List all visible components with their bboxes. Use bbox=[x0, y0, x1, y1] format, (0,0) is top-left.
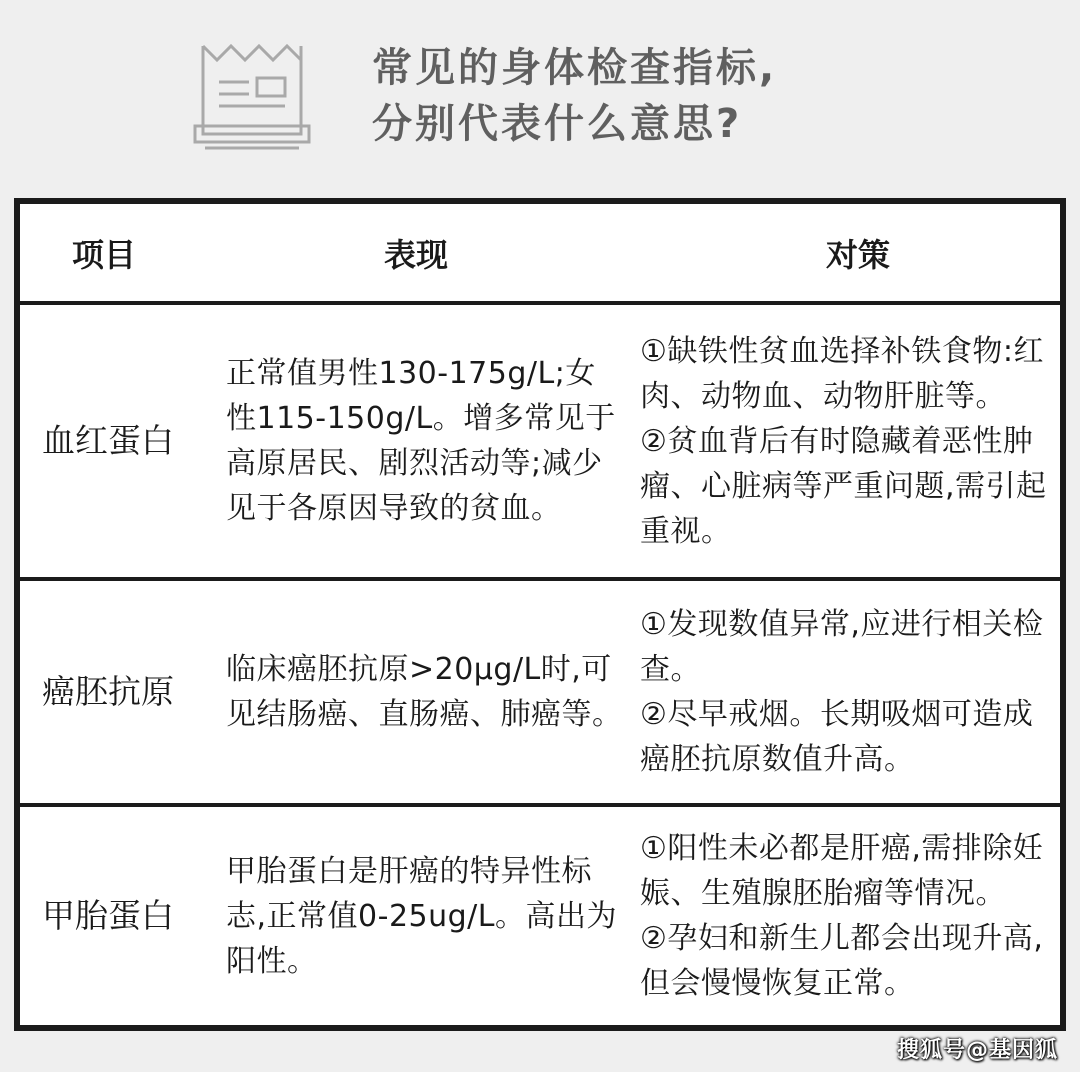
countermeasure-2: ②尽早戒烟。长期吸烟可造成癌胚抗原数值升高。 bbox=[640, 697, 1034, 777]
row-performance-text: 正常值男性130-175g/L;女性115-150g/L。增多常见于高原居民、剧烈活动等;减少见于各原因导致的贫血。 bbox=[226, 356, 616, 526]
table-row bbox=[20, 305, 1060, 581]
row-item-label: 甲胎蛋白 bbox=[42, 896, 174, 935]
table-row bbox=[20, 581, 1060, 807]
row-item-label: 癌胚抗原 bbox=[42, 672, 174, 711]
page-title bbox=[372, 40, 777, 152]
countermeasure-1: ①阳性未必都是肝癌,需排除妊娠、生殖腺胚胎瘤等情况。 bbox=[640, 831, 1044, 911]
row-performance-cell bbox=[216, 581, 630, 803]
row-item-cell bbox=[20, 581, 216, 803]
receipt-icon bbox=[193, 42, 311, 154]
row-countermeasure-cell bbox=[630, 807, 1060, 1025]
row-countermeasure-cell bbox=[630, 305, 1060, 577]
table-header-row bbox=[20, 204, 1060, 305]
row-performance-cell bbox=[216, 305, 630, 577]
column-header-performance: 表现 bbox=[383, 235, 448, 274]
row-item-cell bbox=[20, 305, 216, 577]
header bbox=[0, 0, 1080, 195]
indicator-table bbox=[14, 198, 1066, 1031]
table-row bbox=[20, 807, 1060, 1025]
countermeasure-1: ①缺铁性贫血选择补铁食物:红肉、动物血、动物肝脏等。 bbox=[640, 333, 1045, 414]
column-header-item: 项目 bbox=[72, 235, 137, 274]
row-performance-cell bbox=[216, 807, 630, 1025]
row-performance-text: 临床癌胚抗原>20μg/L时,可见结肠癌、直肠癌、肺癌等。 bbox=[226, 652, 623, 732]
title-line-2: 分别代表什么意思? bbox=[372, 101, 743, 147]
row-performance-text: 甲胎蛋白是肝癌的特异性标志,正常值0-25ug/L。高出为阳性。 bbox=[226, 853, 617, 979]
countermeasure-2: ②贫血背后有时隐藏着恶性肿瘤、心脏病等严重问题,需引起重视。 bbox=[640, 423, 1047, 549]
countermeasure-2: ②孕妇和新生儿都会出现升高,但会慢慢恢复正常。 bbox=[640, 921, 1044, 1001]
column-header-countermeasure: 对策 bbox=[825, 235, 890, 274]
row-countermeasure-cell bbox=[630, 581, 1060, 803]
row-item-label: 血红蛋白 bbox=[42, 421, 174, 460]
watermark: 搜狐号@基因狐 bbox=[896, 1038, 1058, 1063]
row-item-cell bbox=[20, 807, 216, 1025]
countermeasure-1: ①发现数值异常,应进行相关检查。 bbox=[640, 607, 1044, 687]
title-line-1: 常见的身体检查指标, bbox=[372, 45, 778, 91]
